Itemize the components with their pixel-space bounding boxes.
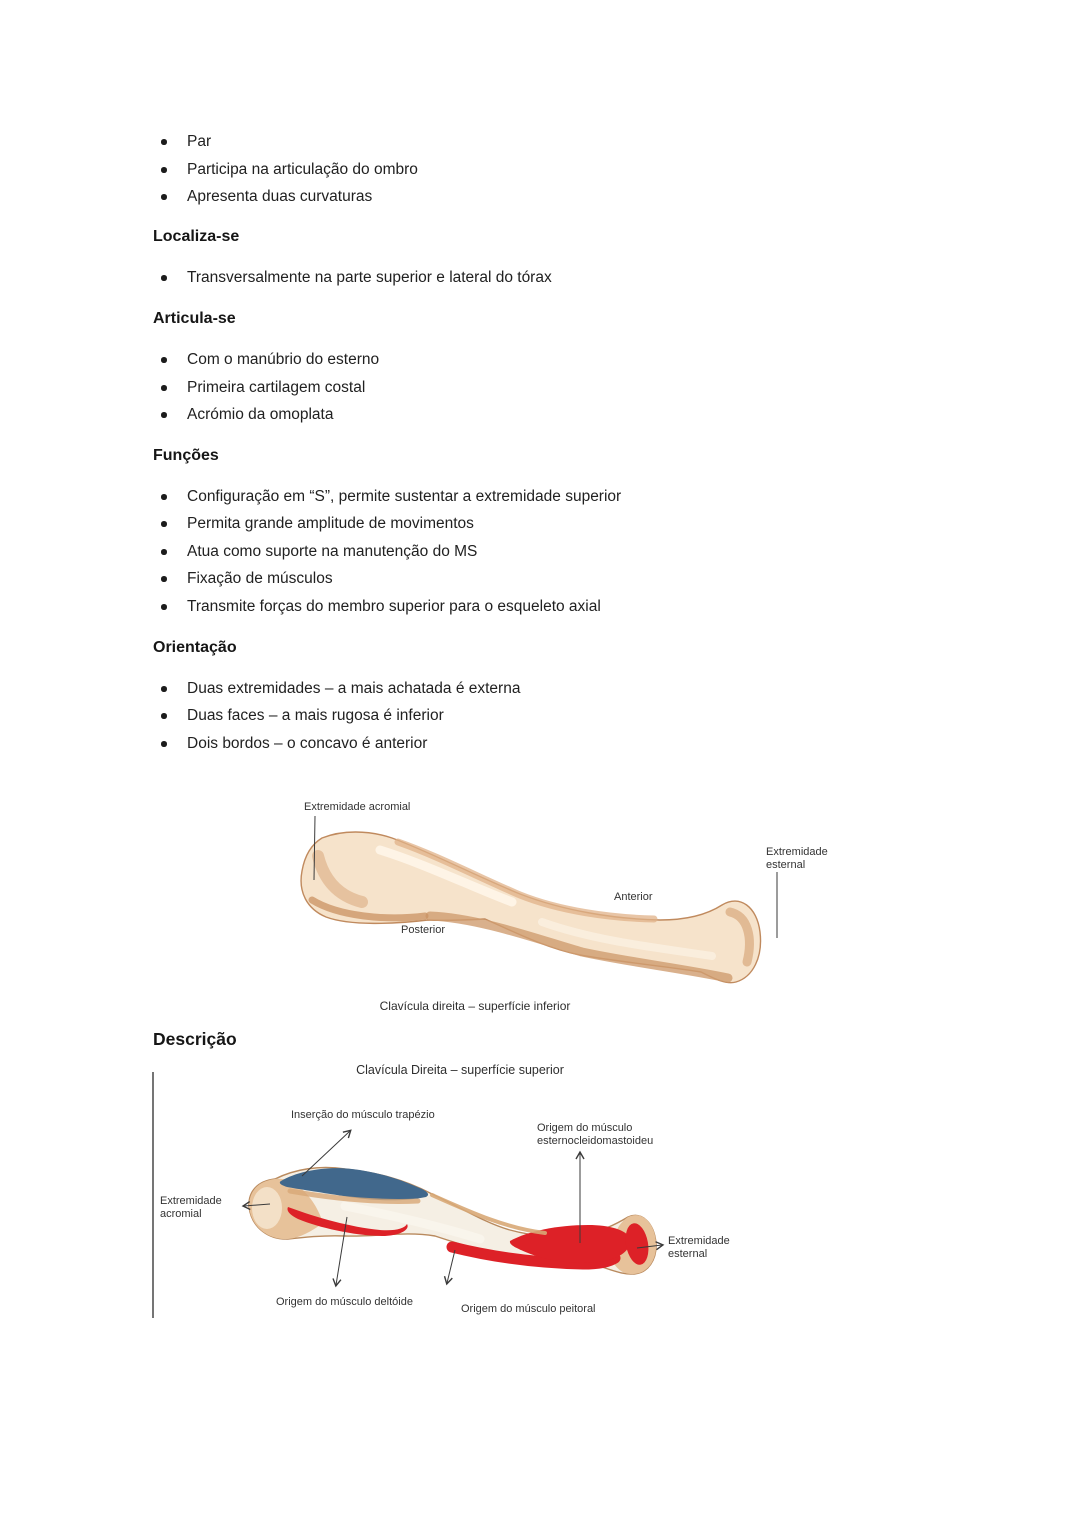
section-heading: Orientação: [153, 639, 237, 656]
bullet-icon: [161, 194, 167, 200]
list-item: [187, 514, 474, 534]
bullet-icon: [161, 412, 167, 418]
clavicle-superior-illustration: [140, 1055, 840, 1335]
bullet-icon: [161, 494, 167, 500]
bullet-icon: [161, 167, 167, 173]
list-item-text: Duas extremidades – a mais achatada é externa: [187, 680, 521, 697]
label-extremidade-esternal: Extremidade esternal: [668, 1235, 730, 1260]
list-item: [187, 597, 601, 617]
list-item-text: Participa na articulação do ombro: [187, 161, 418, 178]
bullet-icon: [161, 139, 167, 145]
list-item-text: Transversalmente na parte superior e lateral do tórax: [187, 269, 552, 286]
bullet-icon: [161, 357, 167, 363]
clavicle-inferior-illustration: [280, 790, 840, 1025]
list-item: [187, 405, 333, 425]
section-heading-descricao: Descrição: [153, 1029, 237, 1049]
bone-shape: [301, 832, 760, 983]
list-item-text: Permita grande amplitude de movimentos: [187, 515, 474, 532]
figure-caption: Clavícula direita – superfície inferior: [379, 999, 571, 1013]
label-extremidade-acromial: Extremidade acromial: [160, 1195, 222, 1220]
list-item: [187, 569, 333, 589]
list-item: [187, 378, 365, 398]
list-item: [187, 706, 444, 726]
bullet-icon: [161, 385, 167, 391]
arrow-peitoral: [447, 1250, 455, 1283]
bullet-icon: [161, 576, 167, 582]
section-heading: Articula-se: [153, 310, 236, 327]
list-item: [187, 132, 211, 152]
list-item: [187, 487, 621, 507]
section-heading: Localiza-se: [153, 228, 240, 245]
bullet-icon: [161, 686, 167, 692]
bullet-icon: [161, 521, 167, 527]
label-extremidade-esternal: Extremidade esternal: [766, 846, 828, 871]
list-item: [187, 542, 477, 562]
list-item: [187, 160, 418, 180]
bullet-icon: [161, 275, 167, 281]
bullet-icon: [161, 549, 167, 555]
label-insercao-trapezio: Inserção do músculo trapézio: [291, 1109, 435, 1121]
list-item-text: Fixação de músculos: [187, 570, 333, 587]
bullet-icon: [161, 713, 167, 719]
label-posterior: Posterior: [401, 924, 446, 936]
list-item-text: Transmite forças do membro superior para o esqueleto axial: [187, 598, 601, 615]
list-item-text: Configuração em “S”, permite sustentar a extremidade superior: [187, 488, 622, 505]
figure-title: Clavícula Direita – superfície superior: [356, 1063, 564, 1077]
list-item: [187, 679, 520, 699]
list-item: [187, 187, 372, 207]
list-item-text: Apresenta duas curvaturas: [187, 188, 373, 205]
list-item-text: Dois bordos – o concavo é anterior: [187, 735, 428, 752]
list-item: [187, 350, 379, 370]
label-extremidade-acromial: Extremidade acromial: [304, 801, 411, 813]
bullet-icon: [161, 741, 167, 747]
list-item-text: Acrómio da omoplata: [187, 406, 334, 423]
label-origem-peitoral: Origem do músculo peitoral: [461, 1303, 596, 1315]
list-item-text: Primeira cartilagem costal: [187, 379, 366, 396]
list-item-text: Atua como suporte na manutenção do MS: [187, 543, 478, 560]
list-item: [187, 268, 552, 288]
list-item-text: Par: [187, 133, 212, 150]
bullet-icon: [161, 604, 167, 610]
figure-clavicle-superior: [140, 1055, 840, 1335]
list-item: [187, 734, 427, 754]
section-heading: Funções: [153, 447, 219, 464]
list-item-text: Com o manúbrio do esterno: [187, 351, 380, 368]
acromial-highlight: [252, 1187, 282, 1229]
label-anterior: Anterior: [614, 891, 653, 903]
label-origem-deltoide: Origem do músculo deltóide: [276, 1296, 413, 1308]
label-origem-scm: Origem do músculo esternocleidomastoideu: [537, 1122, 654, 1147]
figure-clavicle-inferior: [280, 790, 840, 1025]
list-item-text: Duas faces – a mais rugosa é inferior: [187, 707, 444, 724]
